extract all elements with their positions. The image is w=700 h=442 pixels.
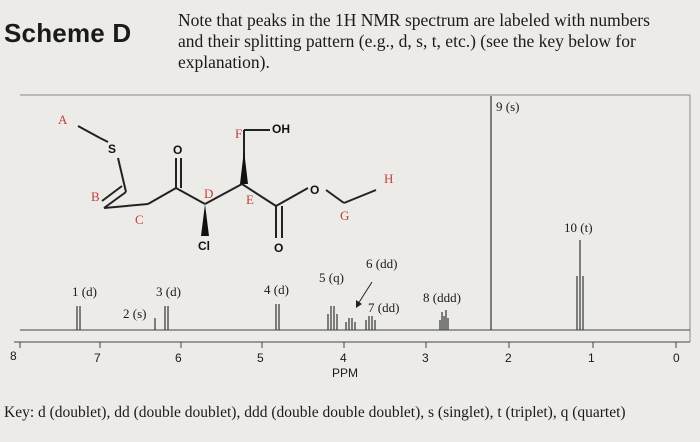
axis-ticks — [20, 342, 676, 348]
proton-letter-f: F — [235, 126, 243, 141]
atom-oh: OH — [272, 122, 290, 136]
atom-o-ketone: O — [173, 143, 183, 157]
peak-label-4: 4 (d) — [264, 282, 289, 297]
tick-label-4: 4 — [340, 351, 347, 365]
splitting-key: Key: d (doublet), dd (double doublet), ddd (double double doublet), s (singlet), t (triplet), q (quartet) — [4, 404, 626, 421]
tick-label-8: 8 — [10, 349, 17, 363]
atom-s: S — [108, 142, 117, 156]
proton-letter-h: H — [384, 171, 394, 186]
tick-label-2: 2 — [505, 351, 512, 365]
proton-letter-b: B — [91, 189, 100, 204]
peak-label-5: 5 (q) — [319, 270, 344, 285]
axis-title: PPM — [332, 366, 359, 380]
peak-label-6: 6 (dd) — [366, 256, 398, 271]
molecule-structure — [78, 126, 376, 238]
tick-label-1: 1 — [588, 351, 595, 365]
peak-label-3: 3 (d) — [156, 284, 181, 299]
tick-label-0: 0 — [673, 351, 680, 365]
atom-o-ester: O — [310, 183, 320, 197]
peak-label-10: 10 (t) — [564, 220, 593, 235]
proton-letter-c: C — [135, 212, 144, 227]
peak-label-1: 1 (d) — [72, 284, 97, 299]
proton-letter-a: A — [58, 112, 68, 127]
proton-letter-e: E — [246, 192, 254, 207]
peak-label-7: 7 (dd) — [368, 300, 400, 315]
tick-label-3: 3 — [422, 351, 429, 365]
tick-label-6: 6 — [175, 351, 182, 365]
tick-label-5: 5 — [257, 351, 264, 365]
scheme-title: Scheme D — [4, 18, 132, 48]
tick-label-7: 7 — [94, 351, 101, 365]
proton-letter-g: G — [340, 208, 350, 223]
spectrum-peaks — [77, 96, 583, 330]
instruction-note: Note that peaks in the 1H NMR spectrum are labeled with numbers and their splitting pattern (e.g., d, s, t, etc.) (see the key below for explanation). — [178, 10, 650, 72]
peak-label-2: 2 (s) — [123, 306, 147, 321]
peak-label-9: 9 (s) — [496, 99, 520, 114]
proton-letter-d: D — [204, 186, 214, 201]
peak-label-8: 8 (ddd) — [423, 290, 461, 305]
atom-cl: Cl — [198, 239, 210, 253]
atom-o-carbonyl: O — [274, 241, 284, 255]
